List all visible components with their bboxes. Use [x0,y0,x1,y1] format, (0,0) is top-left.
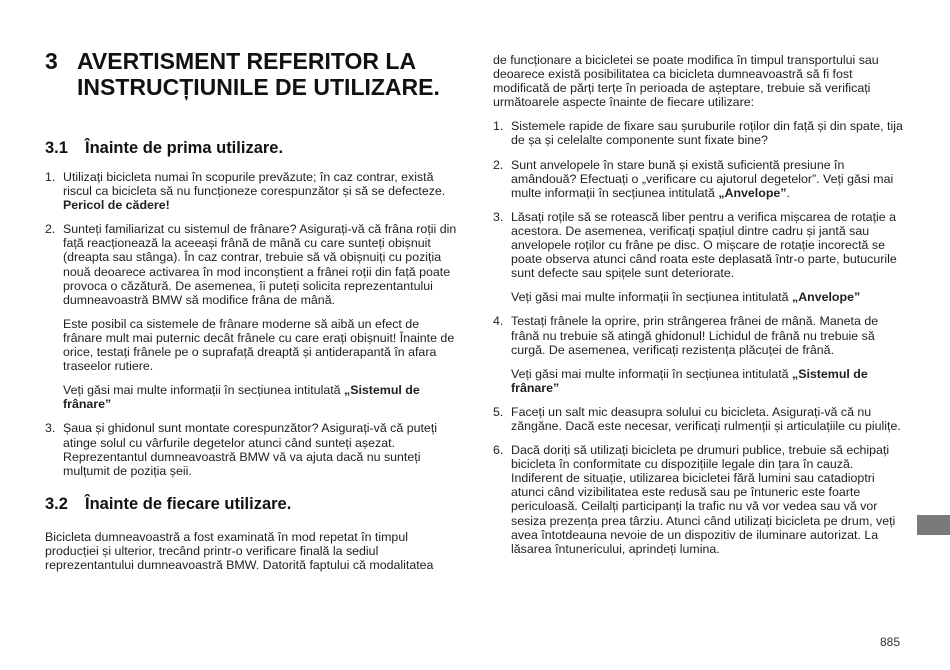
item-note: Este posibil ca sistemele de frânare moderne să aibă un efect de frânare mult mai puternic decât frânele cu care erați obișnuit! Înainte de orice, testați frânele pe o suprafață dreaptă și antiderapantă în afara traseelor rutiere. [63,316,455,374]
reference-section: „Sistemul de frânare” [63,383,420,412]
list-item [45,421,457,477]
list-text [511,314,905,394]
reference-text: Veți găsi mai multe informații în secțiunea intitulată [511,366,792,381]
chapter-title: AVERTISMENT REFERITOR LA INSTRUCȚIUNILE DE UTILIZARE. [77,48,440,100]
list-item [493,210,905,305]
section-number: 3.2 [45,494,68,513]
list-number: 5. [493,404,504,419]
item-text: Sunt anvelopele în stare bună și există suficientă presiune în amândouă? Efectuați o „verificare cu ajutorul degetelor”. Veți găsi mai multe informații în secțiunea intitulată [511,157,894,200]
list-number: 1. [45,170,56,184]
reference-text: Veți găsi mai multe informații în secțiunea intitulată [63,383,344,398]
warning-text: Pericol de cădere! [63,198,170,213]
chapter-heading [45,48,457,100]
list-number: 4. [493,314,504,329]
list-number: 3. [493,209,504,224]
list-number: 2. [493,157,504,172]
list-text [63,222,457,411]
list-item [493,158,905,200]
item-reference [511,290,905,304]
item-tail: . [786,185,790,200]
section-intro: Bicicleta dumneavoastră a fost examinată în mod repetat în timpul producției și ulterior, trecând printr-o verificare finală la sediul reprezentantului dumneavoastră BMW. Datorită faptului că modalitatea [45,529,434,572]
chapter-number: 3 [45,48,58,74]
list-item [493,314,905,394]
section-heading-3-1 [45,138,457,158]
list-number: 2. [45,222,56,237]
list-number: 3. [45,421,56,436]
list-item [45,222,457,411]
list-item [493,405,905,433]
section-title: Înainte de fiecare utilizare. [85,494,292,513]
reference-text: Veți găsi mai multe informații în secțiunea intitulată [511,290,792,305]
right-column [493,53,905,566]
section-title: Înainte de prima utilizare. [85,139,284,157]
item-text: Dacă doriți să utilizați bicicleta pe drumuri publice, trebuie să echipați bicicleta în conformitate cu dispozițiile legale din țara în cauză. Indiferent de situație, utilizarea bicicletei fără lumini sau catadioptri atunci când vizibilitatea este redusă sau pe întuneric este foarte periculoasă. Ceilalți participanți la trafic nu vă vor vedea sau vă vor sesiza prezența prea târziu. Atunci când utilizați bicicleta pe drum, veți avea întotdeauna nevoie de un dispozitiv de iluminare autorizat. La lăsarea întunericului, aprindeți lumina. [511,443,896,556]
item-text: Sunteți familiarizat cu sistemul de frânare? Asigurați-vă că frâna roții din față reacționează la aceeași frână de mână cu care sunteți obișnuit (dreapta sau stânga). În caz contrar, trebuie să vă obișnuiți cu poziția nouă deoarece activarea în mod inconștient a frânei roții din față poate provoca o căzătură. De asemenea, îi puteți solicita reprezentantului dumneavoastră BMW să modifice frâna de mână. [63,222,457,307]
list-text [511,158,905,200]
item-text: Testați frânele la oprire, prin strângerea frânei de mână. Maneta de frână nu trebuie să atingă ghidonul! Lichidul de frână nu trebuie să curgă. De asemenea, verificați rezistența plăcuței de frână. [511,314,879,357]
reference-section: „Anvelope” [718,185,787,200]
first-use-list [45,170,457,478]
item-reference [63,383,457,411]
list-item [45,170,457,212]
reference-section: „Sistemul de frânare” [511,366,868,395]
list-item [493,119,905,147]
section-intro-continued: de funcționare a bicicletei se poate modifica în timpul transportului sau deoarece există posibilitatea ca bicicleta dumneavoastră să fi fost modificată de părți terțe în perioada de așteptare, trebuie să verificați următoarele aspecte înainte de fiecare utilizare: [493,53,879,110]
each-use-list [493,119,905,555]
list-text [63,170,457,212]
item-text: Lăsați roțile să se rotească liber pentru a verifica mișcarea de rotație a acestora. De asemenea, verificați spațiul dintre cadru și jantă sau anvelopele roților cu frâne pe disc. O mișcare de rotație incorectă se poate observa atunci când roata este deplasată într-o parte, butucurile sunt defecte sau spițele sunt deteriorate. [511,209,897,281]
reference-section: „Anvelope” [792,290,861,305]
page-number: 885 [880,635,901,649]
section-number: 3.1 [45,139,68,157]
left-column [45,48,457,572]
list-number: 6. [493,443,504,458]
chapter-edge-tab [917,515,950,535]
item-text: Sistemele rapide de fixare sau șuruburile roților din față și din spate, tija de șa și celelalte componente sunt fixate bine? [511,119,903,148]
item-text: Faceți un salt mic deasupra solului cu bicicleta. Asigurați-vă că nu zăngăne. Dacă este necesar, verificați rulmenții și articulațiile cu piulițe. [511,404,901,433]
list-item [493,443,905,556]
list-text [511,210,905,305]
item-text: Șaua și ghidonul sunt montate corespunzător? Asigurați-vă că puteți atinge solul cu vârfurile degetelor atunci când sunteți așezat. Reprezentantul dumneavoastră BMW vă va ajuta dacă nu sunteți mulțumit de poziția șeii. [63,421,438,478]
list-number: 1. [493,119,504,134]
item-text: Utilizați bicicleta numai în scopurile prevăzute; în caz contrar, există riscul ca bicicleta să nu funcționeze corespunzător și să se defecteze. [63,170,446,199]
section-heading-3-2 [45,494,457,514]
item-reference [511,367,905,395]
